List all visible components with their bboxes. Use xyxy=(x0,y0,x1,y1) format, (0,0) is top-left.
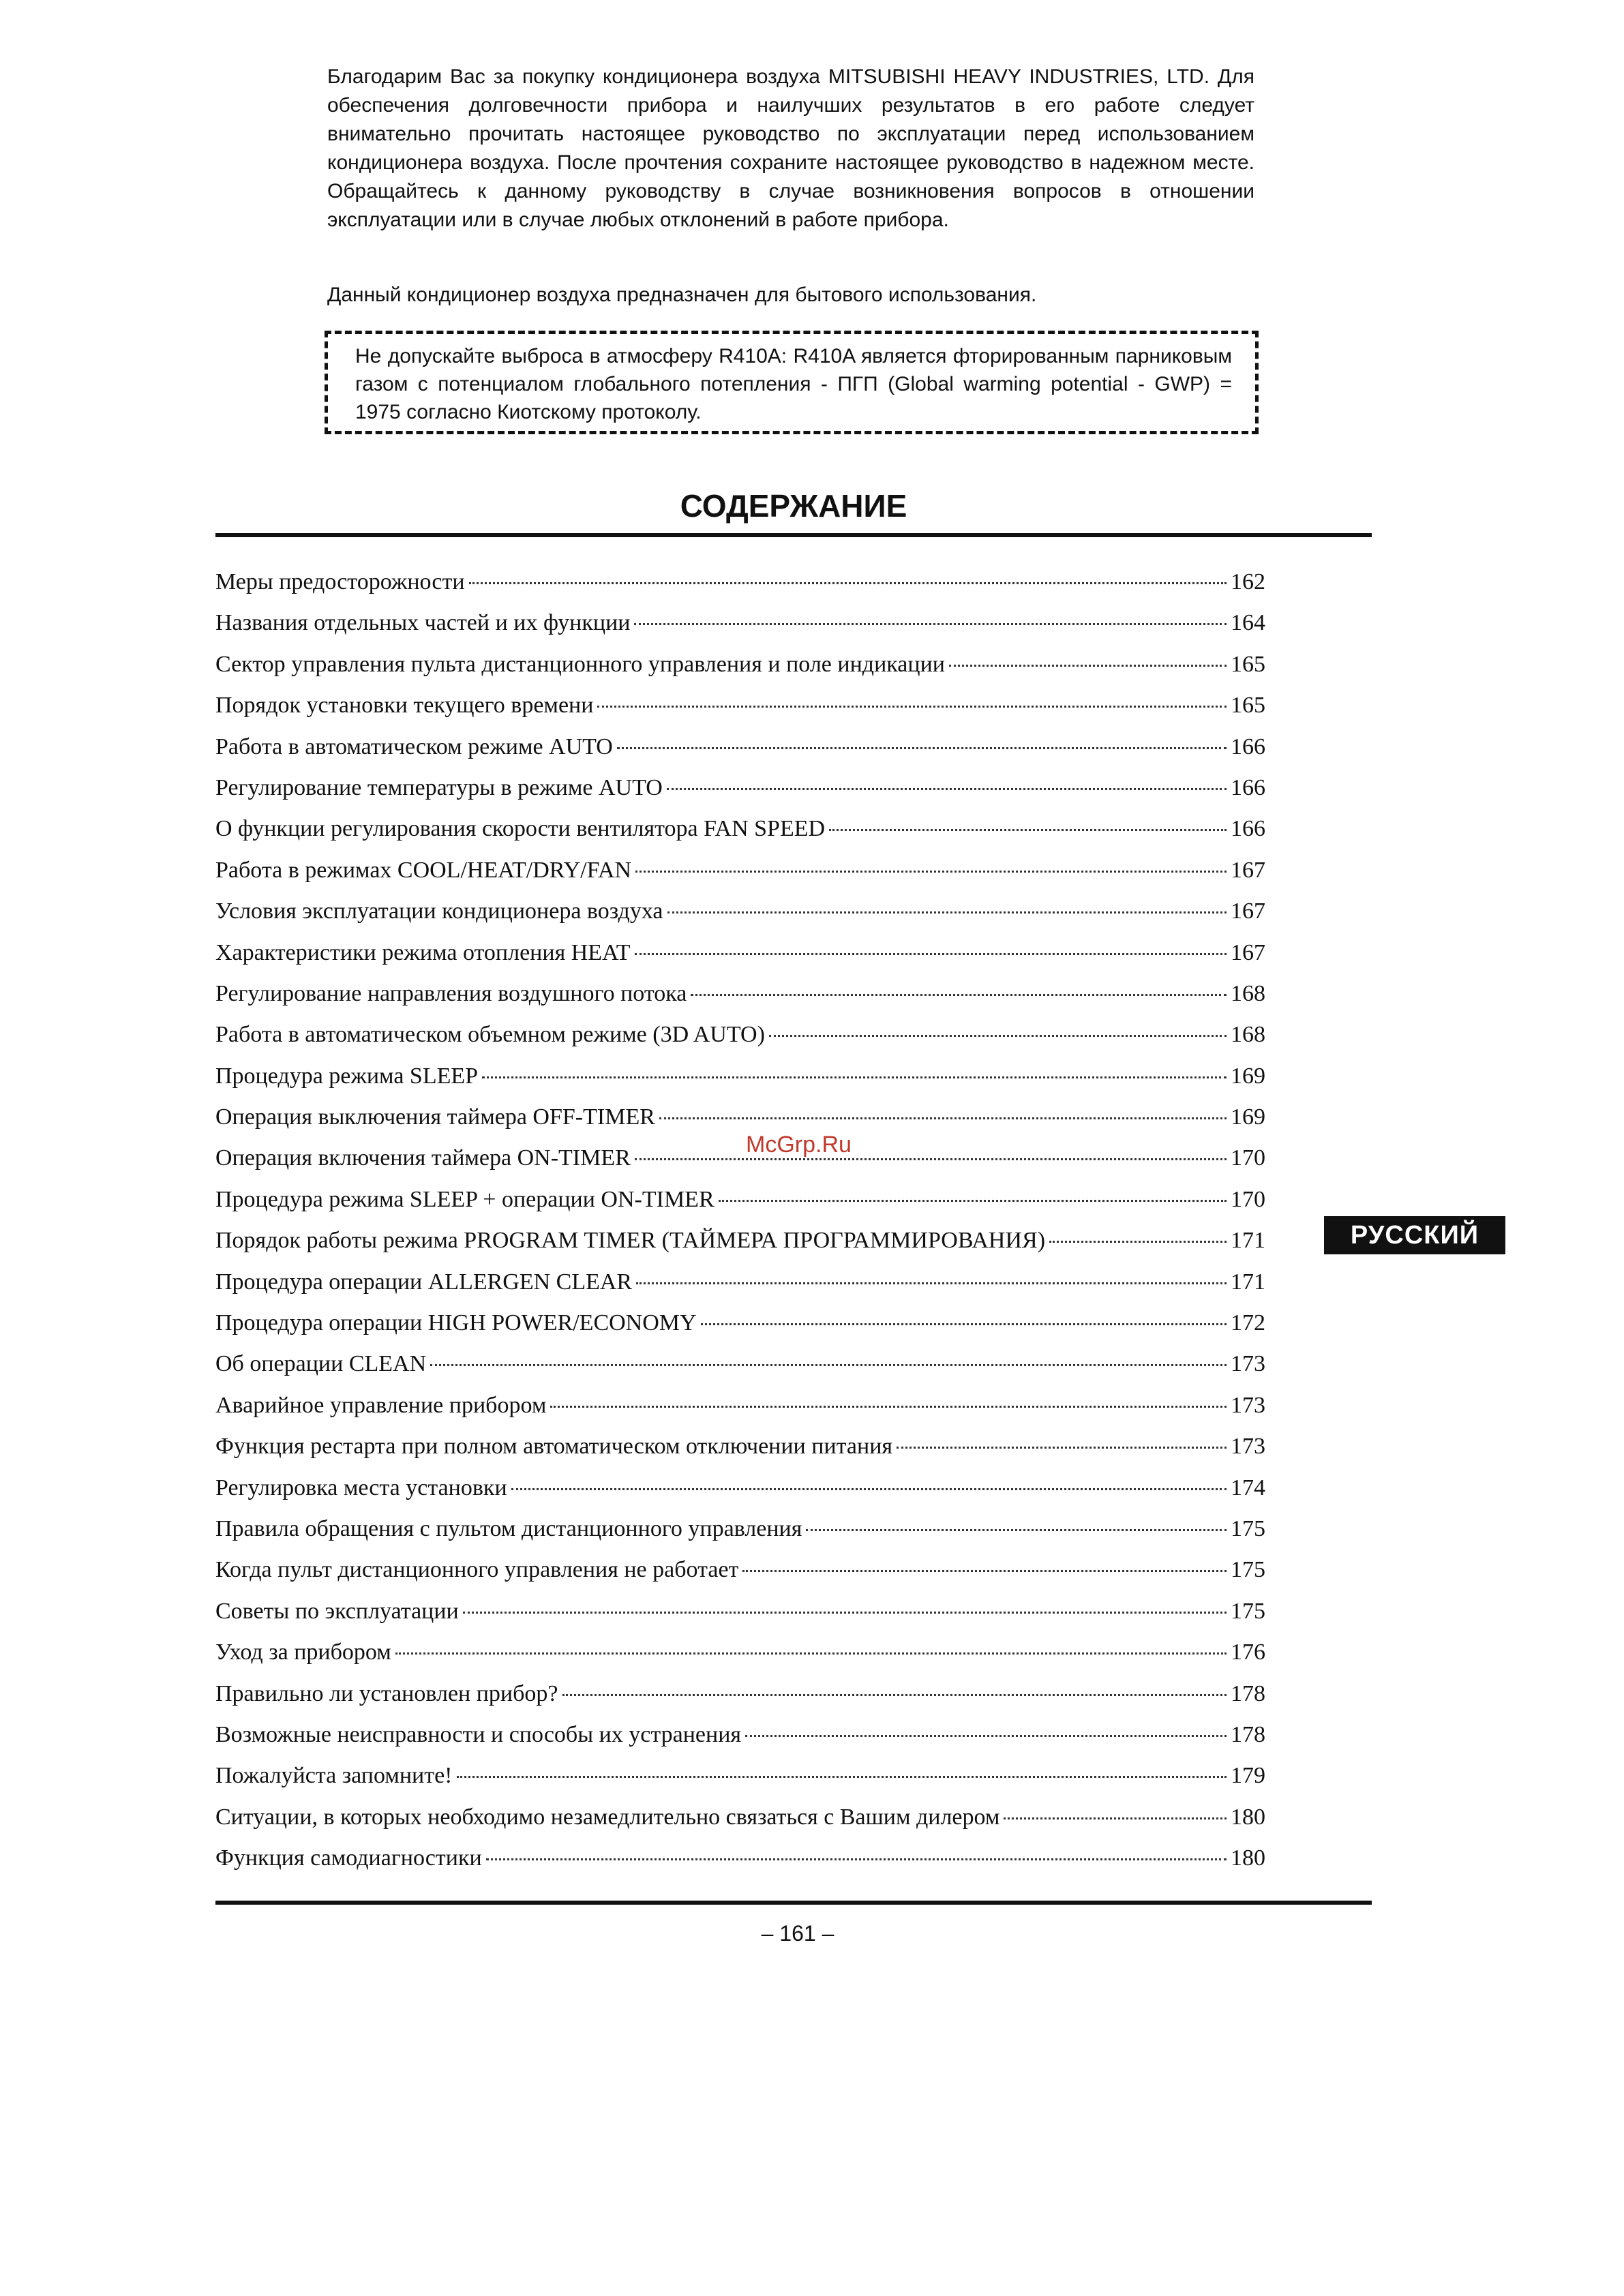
toc-leader-dots xyxy=(635,953,1227,955)
toc-entry-title: Регулирование температуры в режиме AUTO xyxy=(215,774,663,800)
toc-entry-page: 167 xyxy=(1231,857,1265,883)
toc-entry[interactable] xyxy=(215,1674,1265,1715)
toc-entry-page: 171 xyxy=(1231,1228,1265,1254)
toc-leader-dots xyxy=(550,1406,1227,1408)
toc-entry-title: Порядок работы режима PROGRAM TIMER (ТАЙМЕРА ПРОГРАММИРОВАНИЯ) xyxy=(215,1228,1046,1254)
toc-entry-page: 174 xyxy=(1231,1475,1265,1500)
toc-entry-page: 173 xyxy=(1231,1434,1265,1460)
toc-entry-page: 175 xyxy=(1231,1515,1265,1541)
toc-entry[interactable] xyxy=(215,850,1265,891)
toc-leader-dots xyxy=(562,1694,1227,1696)
toc-entry-title: Правила обращения с пультом дистанционного управления xyxy=(215,1515,802,1541)
toc-entry[interactable] xyxy=(215,891,1265,932)
toc-entry-page: 180 xyxy=(1231,1845,1265,1871)
refrigerant-notice-text: Не допускайте выброса в атмосферу R410A: R410A является фторированным парниковым газом с потенциалом глобального потепления - ПГП (Global warming potential - GWP) = 1975 согласно Киотскому протоколу. xyxy=(355,345,1232,423)
toc-leader-dots xyxy=(635,871,1227,873)
table-of-contents xyxy=(215,562,1265,1879)
toc-entry[interactable] xyxy=(215,768,1265,809)
toc-entry-page: 173 xyxy=(1231,1351,1265,1377)
toc-entry-title: Процедура операции HIGH POWER/ECONOMY xyxy=(215,1310,697,1336)
toc-entry-page: 166 xyxy=(1231,774,1265,800)
toc-entry[interactable] xyxy=(215,1632,1265,1673)
toc-leader-dots xyxy=(430,1364,1227,1366)
toc-entry-page: 169 xyxy=(1231,1063,1265,1089)
toc-entry-page: 178 xyxy=(1231,1680,1265,1706)
toc-entry-title: Советы по эксплуатации xyxy=(215,1598,459,1624)
toc-leader-dots xyxy=(635,1158,1227,1160)
toc-leader-dots xyxy=(897,1447,1227,1449)
toc-entry-page: 168 xyxy=(1231,980,1265,1006)
toc-leader-dots xyxy=(806,1529,1227,1531)
toc-entry-page: 175 xyxy=(1231,1598,1265,1624)
toc-entry[interactable] xyxy=(215,809,1265,849)
toc-entry-title: Когда пульт дистанционного управления не работает xyxy=(215,1557,739,1583)
toc-entry[interactable] xyxy=(215,562,1265,603)
toc-entry[interactable] xyxy=(215,1426,1265,1467)
toc-leader-dots xyxy=(701,1323,1227,1325)
toc-entry-title: Процедура режима SLEEP + операции ON-TIMER xyxy=(215,1186,715,1212)
page-number: – 161 – xyxy=(761,1921,834,1946)
toc-leader-dots xyxy=(634,623,1227,625)
toc-entry[interactable] xyxy=(215,1385,1265,1426)
toc-entry[interactable] xyxy=(215,973,1265,1014)
toc-leader-dots xyxy=(597,706,1227,708)
toc-entry-page: 164 xyxy=(1231,610,1265,636)
toc-leader-dots xyxy=(486,1858,1227,1860)
toc-entry-title: Меры предосторожности xyxy=(215,569,465,594)
toc-entry-title: Функция самодиагностики xyxy=(215,1845,482,1871)
toc-leader-dots xyxy=(511,1488,1227,1490)
toc-leader-dots xyxy=(667,911,1227,913)
toc-entry-page: 171 xyxy=(1231,1269,1265,1295)
toc-entry-title: Процедура режима SLEEP xyxy=(215,1063,479,1089)
toc-entry-title: О функции регулирования скорости вентилятора FAN SPEED xyxy=(215,816,826,842)
toc-entry[interactable] xyxy=(215,1838,1265,1879)
toc-entry-title: Процедура операции ALLERGEN CLEAR xyxy=(215,1269,633,1295)
toc-leader-dots xyxy=(482,1076,1227,1078)
toc-entry[interactable] xyxy=(215,1509,1265,1550)
watermark: McGrp.Ru xyxy=(746,1132,852,1158)
toc-entry-page: 167 xyxy=(1231,939,1265,965)
toc-entry-title: Пожалуйста запомните! xyxy=(215,1763,453,1789)
toc-leader-dots xyxy=(949,665,1227,667)
toc-entry-page: 179 xyxy=(1231,1763,1265,1789)
toc-entry-title: Условия эксплуатации кондиционера воздуха xyxy=(215,898,663,924)
toc-entry-title: Работа в автоматическом режиме AUTO xyxy=(215,734,613,759)
toc-entry[interactable] xyxy=(215,1097,1265,1138)
toc-entry-page: 173 xyxy=(1231,1392,1265,1418)
toc-entry[interactable] xyxy=(215,1056,1265,1097)
toc-entry[interactable] xyxy=(215,1797,1265,1838)
toc-entry-page: 165 xyxy=(1231,651,1265,677)
toc-entry-title: Сектор управления пульта дистанционного управления и поле индикации xyxy=(215,651,945,677)
toc-entry[interactable] xyxy=(215,1715,1265,1755)
toc-entry-title: Правильно ли установлен прибор? xyxy=(215,1680,558,1706)
toc-entry-page: 166 xyxy=(1231,816,1265,842)
toc-entry[interactable] xyxy=(215,685,1265,726)
toc-leader-dots xyxy=(769,1035,1227,1037)
toc-entry-title: Операция выключения таймера OFF-TIMER xyxy=(215,1104,655,1130)
toc-entry-page: 168 xyxy=(1231,1022,1265,1048)
toc-entry[interactable] xyxy=(215,1262,1265,1303)
toc-leader-dots xyxy=(829,829,1227,831)
language-tab: РУССКИЙ xyxy=(1324,1216,1505,1254)
toc-entry-page: 180 xyxy=(1231,1804,1265,1830)
intro-paragraph: Благодарим Вас за покупку кондиционера воздуха MITSUBISHI HEAVY INDUSTRIES, LTD. Для обеспечения долговечности прибора и наилучших результатов в его работе следует внимательно прочитать настоящее руководство по эксплуатации перед использованием кондиционера воздуха. После прочтения сохраните настоящее руководство в надежном месте. Обращайтесь к данному руководству в случае возникновения вопросов в отношении эксплуатации или в случае любых отклонений в работе прибора. xyxy=(327,65,1254,231)
toc-entry-title: Аварийное управление прибором xyxy=(215,1392,547,1418)
toc-entry-title: Регулирование направления воздушного потока xyxy=(215,980,687,1006)
toc-entry-page: 170 xyxy=(1231,1145,1265,1171)
toc-entry-title: Об операции CLEAN xyxy=(215,1351,427,1377)
toc-entry[interactable] xyxy=(215,1014,1265,1055)
toc-title: СОДЕРЖАНИЕ xyxy=(680,488,907,524)
toc-entry-page: 166 xyxy=(1231,734,1265,759)
toc-entry-title: Порядок установки текущего времени xyxy=(215,693,594,719)
toc-entry[interactable] xyxy=(215,1138,1265,1179)
toc-entry-title: Функция рестарта при полном автоматическом отключении питания xyxy=(215,1434,893,1460)
toc-entry[interactable] xyxy=(215,933,1265,973)
toc-leader-dots xyxy=(636,1282,1227,1284)
toc-entry-title: Регулировка места установки xyxy=(215,1475,507,1500)
toc-entry[interactable] xyxy=(215,1220,1265,1261)
toc-entry-page: 165 xyxy=(1231,693,1265,719)
toc-leader-dots xyxy=(463,1612,1227,1614)
toc-entry-page: 175 xyxy=(1231,1557,1265,1583)
toc-leader-dots xyxy=(457,1776,1227,1778)
toc-leader-dots xyxy=(719,1200,1227,1202)
toc-entry[interactable] xyxy=(215,644,1265,685)
toc-entry[interactable] xyxy=(215,1179,1265,1220)
toc-leader-dots xyxy=(1004,1817,1227,1819)
toc-leader-dots xyxy=(659,1117,1227,1119)
refrigerant-notice-box xyxy=(325,331,1259,434)
toc-entry[interactable] xyxy=(215,1468,1265,1509)
toc-top-rule xyxy=(215,533,1372,537)
toc-entry[interactable] xyxy=(215,603,1265,644)
toc-entry-title: Работа в автоматическом объемном режиме (3D AUTO) xyxy=(215,1022,765,1048)
toc-entry-title: Названия отдельных частей и их функции xyxy=(215,610,631,636)
toc-leader-dots xyxy=(691,994,1227,996)
toc-leader-dots xyxy=(469,582,1227,584)
usage-note: Данный кондиционер воздуха предназначен для бытового использования. xyxy=(327,284,1037,306)
toc-entry[interactable] xyxy=(215,1591,1265,1632)
toc-bottom-rule xyxy=(215,1901,1372,1905)
toc-entry-title: Операция включения таймера ON-TIMER xyxy=(215,1145,631,1171)
toc-entry-page: 172 xyxy=(1231,1310,1265,1336)
toc-entry-page: 178 xyxy=(1231,1721,1265,1747)
toc-entry-title: Возможные неисправности и способы их устранения xyxy=(215,1721,742,1747)
toc-entry[interactable] xyxy=(215,1550,1265,1590)
toc-entry-title: Уход за прибором xyxy=(215,1640,391,1665)
toc-entry[interactable] xyxy=(215,1303,1265,1344)
toc-entry[interactable] xyxy=(215,1344,1265,1385)
toc-leader-dots xyxy=(1049,1241,1227,1243)
toc-entry-page: 167 xyxy=(1231,898,1265,924)
toc-entry-page: 176 xyxy=(1231,1640,1265,1665)
toc-entry-page: 169 xyxy=(1231,1104,1265,1130)
toc-entry[interactable] xyxy=(215,727,1265,768)
toc-leader-dots xyxy=(395,1652,1227,1655)
toc-leader-dots xyxy=(745,1735,1227,1737)
toc-entry-title: Работа в режимах COOL/HEAT/DRY/FAN xyxy=(215,857,632,883)
toc-entry-title: Ситуации, в которых необходимо незамедлительно связаться с Вашим дилером xyxy=(215,1804,1000,1830)
toc-entry-title: Характеристики режима отопления HEAT xyxy=(215,939,631,965)
toc-leader-dots xyxy=(667,788,1227,790)
toc-entry-page: 162 xyxy=(1231,569,1265,594)
toc-leader-dots xyxy=(742,1570,1227,1572)
toc-entry-page: 170 xyxy=(1231,1186,1265,1212)
toc-leader-dots xyxy=(617,747,1227,749)
toc-entry[interactable] xyxy=(215,1755,1265,1796)
